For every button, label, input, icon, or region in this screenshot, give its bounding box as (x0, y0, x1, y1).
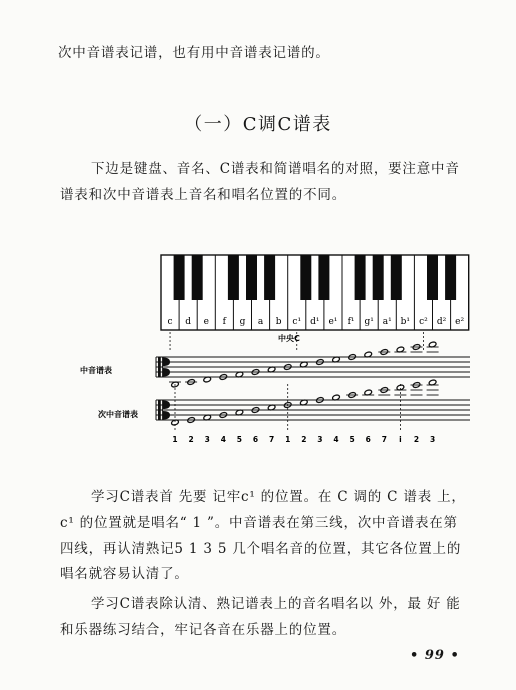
black-key (174, 255, 185, 300)
paragraph-line: 下边是键盘、音名、C谱表和简谱唱名的对照，要注意中音 (91, 161, 460, 177)
paragraph-line: 唱名就容易认清了。 (60, 566, 189, 582)
key-label: e² (455, 317, 465, 327)
paragraph-line: 四线，再认清熟记5 1 3 5 几个唱名音的位置，其它各位置上的 (60, 541, 462, 557)
solfege-number: 5 (236, 435, 243, 444)
key-label: g¹ (364, 317, 374, 327)
black-key (228, 255, 239, 300)
black-key (427, 255, 438, 300)
key-label: b (275, 317, 282, 327)
key-label: g (239, 317, 246, 327)
text-line: 次中音谱表记谱，也有用中音谱表记谱的。 (58, 45, 330, 61)
key-label: c (167, 317, 173, 327)
key-label: f (222, 317, 227, 327)
tenor-notes (171, 379, 439, 426)
section-heading: （一）C调C谱表 (184, 114, 332, 135)
tenor-staff-label: 次中音谱表 (98, 410, 138, 419)
key-label: d² (436, 317, 447, 327)
c-clef-icon (158, 357, 161, 377)
key-label: e¹ (328, 317, 338, 327)
key-label: a¹ (382, 317, 392, 327)
solfege-number: 6 (252, 435, 259, 444)
black-key (300, 255, 311, 300)
c-clef-icon (158, 400, 161, 420)
solfege-number: i (399, 435, 402, 444)
solfege-number: 6 (365, 435, 371, 444)
solfege-number: 5 (349, 435, 355, 444)
paragraph-line: 学习C谱表首 先要 记牢c¹ 的位置。在 C 调的 C 谱表 上， (91, 489, 466, 505)
black-key (391, 255, 402, 300)
black-key (318, 255, 329, 300)
alto-staff-label: 中音谱表 (80, 366, 112, 375)
middle-c-label: 中央C (278, 334, 300, 343)
key-label: a (257, 317, 264, 327)
black-key (264, 255, 275, 300)
solfege-number: 4 (333, 435, 339, 444)
key-label: f¹ (347, 317, 355, 327)
solfege-number: 7 (268, 435, 275, 444)
paragraph-line: 学习C谱表除认清、熟记谱表上的音名唱名以 外，最 好 能 (91, 596, 461, 612)
solfege-numbers (172, 435, 435, 444)
solfege-number: 3 (204, 435, 210, 444)
black-key (192, 255, 203, 300)
black-key (373, 255, 384, 300)
key-label: c² (419, 317, 428, 327)
alto-notes (169, 341, 439, 388)
key-label: c¹ (292, 317, 302, 327)
page-number: • 99 • (410, 648, 460, 663)
solfege-number: 2 (413, 435, 420, 444)
key-label: b¹ (400, 317, 411, 327)
key-label: d¹ (310, 317, 320, 327)
solfege-number: 2 (188, 435, 194, 444)
alto-staff (156, 357, 470, 377)
black-key (246, 255, 257, 300)
key-label: d (185, 317, 192, 327)
solfege-number: 7 (381, 435, 387, 444)
paragraph-line: c¹ 的位置就是唱名“ 1 ”。中音谱表在第三线，次中音谱表在第 (60, 515, 458, 531)
solfege-number: 3 (429, 435, 436, 444)
key-label: e (203, 317, 209, 327)
solfege-number: 1 (172, 435, 178, 444)
solfege-number: 4 (220, 435, 226, 444)
solfege-number: 1 (285, 435, 291, 444)
black-key (445, 255, 456, 300)
black-key (355, 255, 366, 300)
paragraph-line: 和乐器练习结合，牢记各音在乐器上的位置。 (60, 622, 346, 638)
solfege-number: 2 (301, 435, 307, 444)
solfege-number: 3 (317, 435, 323, 444)
paragraph-line: 谱表和次中音谱表上音名和唱名位置的不同。 (60, 187, 346, 203)
tenor-staff (156, 400, 470, 420)
